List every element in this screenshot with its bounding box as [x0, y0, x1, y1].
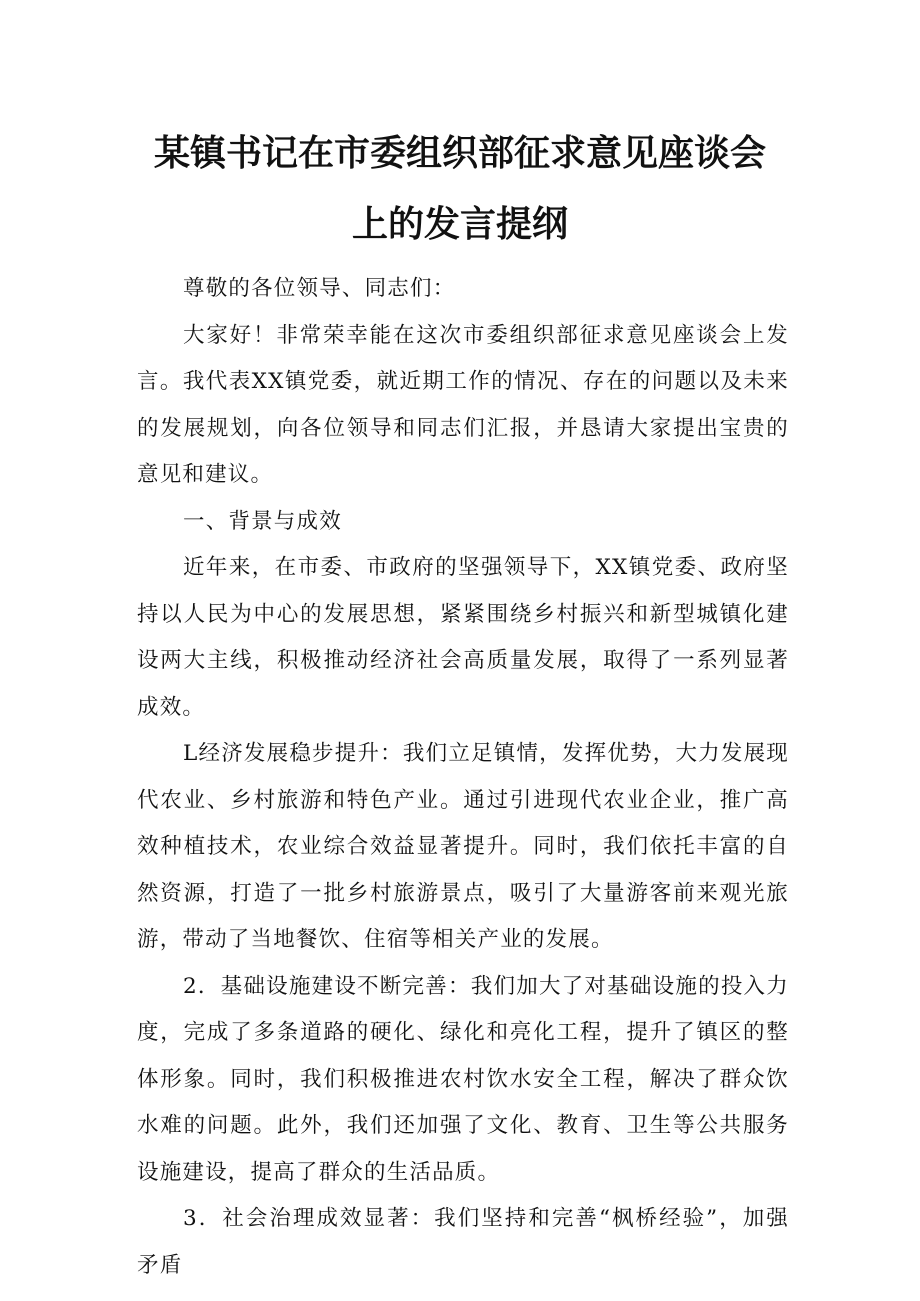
- document-body: [137, 266, 789, 1289]
- item-2-infrastructure: 2．基础设施建设不断完善：我们加大了对基础设施的投入力度，完成了多条道路的硬化、绿化和亮化工程，提升了镇区的整体形象。同时，我们积极推进农村饮水安全工程，解决了群众饮水难的问题。此外，我们还加强了文化、教育、卫生等公共服务设施建设，提高了群众的生活品质。: [137, 973, 789, 1185]
- salutation-paragraph: 尊敬的各位领导、同志们：: [183, 276, 456, 301]
- item-1-economic-development: L经济发展稳步提升：我们立足镇情，发挥优势，大力发展现代农业、乡村旅游和特色产业。通过引进现代农业企业，推广高效种植技术，农业综合效益显著提升。同时，我们依托丰富的自然资源，打造了一批乡村旅游景点，吸引了大量游客前来观光旅游，带动了当地餐饮、住宿等相关产业的发展。: [137, 741, 789, 952]
- opening-paragraph: 大家好！非常荣幸能在这次市委组织部征求意见座谈会上发言。我代表XX镇党委，就近期工作的情况、存在的问题以及未来的发展规划，向各位领导和同志们汇报，并恳请大家提出宝贵的意见和建议。: [137, 322, 789, 487]
- document-title-line-1: 某镇书记在市委组织部征求意见座谈会: [153, 133, 766, 174]
- section-heading-background: 一、背景与成效: [183, 508, 342, 534]
- background-paragraph: 近年来，在市委、市政府的坚强领导下，XX镇党委、政府坚持以人民为中心的发展思想，紧紧围绕乡村振兴和新型城镇化建设两大主线，积极推动经济社会高质量发展，取得了一系列显著成效。: [137, 555, 789, 720]
- document-title-line-2: 上的发言提纲: [351, 204, 568, 245]
- item-3-social-governance: 3．社会治理成效显著：我们坚持和完善“枫桥经验”，加强矛盾: [137, 1206, 789, 1278]
